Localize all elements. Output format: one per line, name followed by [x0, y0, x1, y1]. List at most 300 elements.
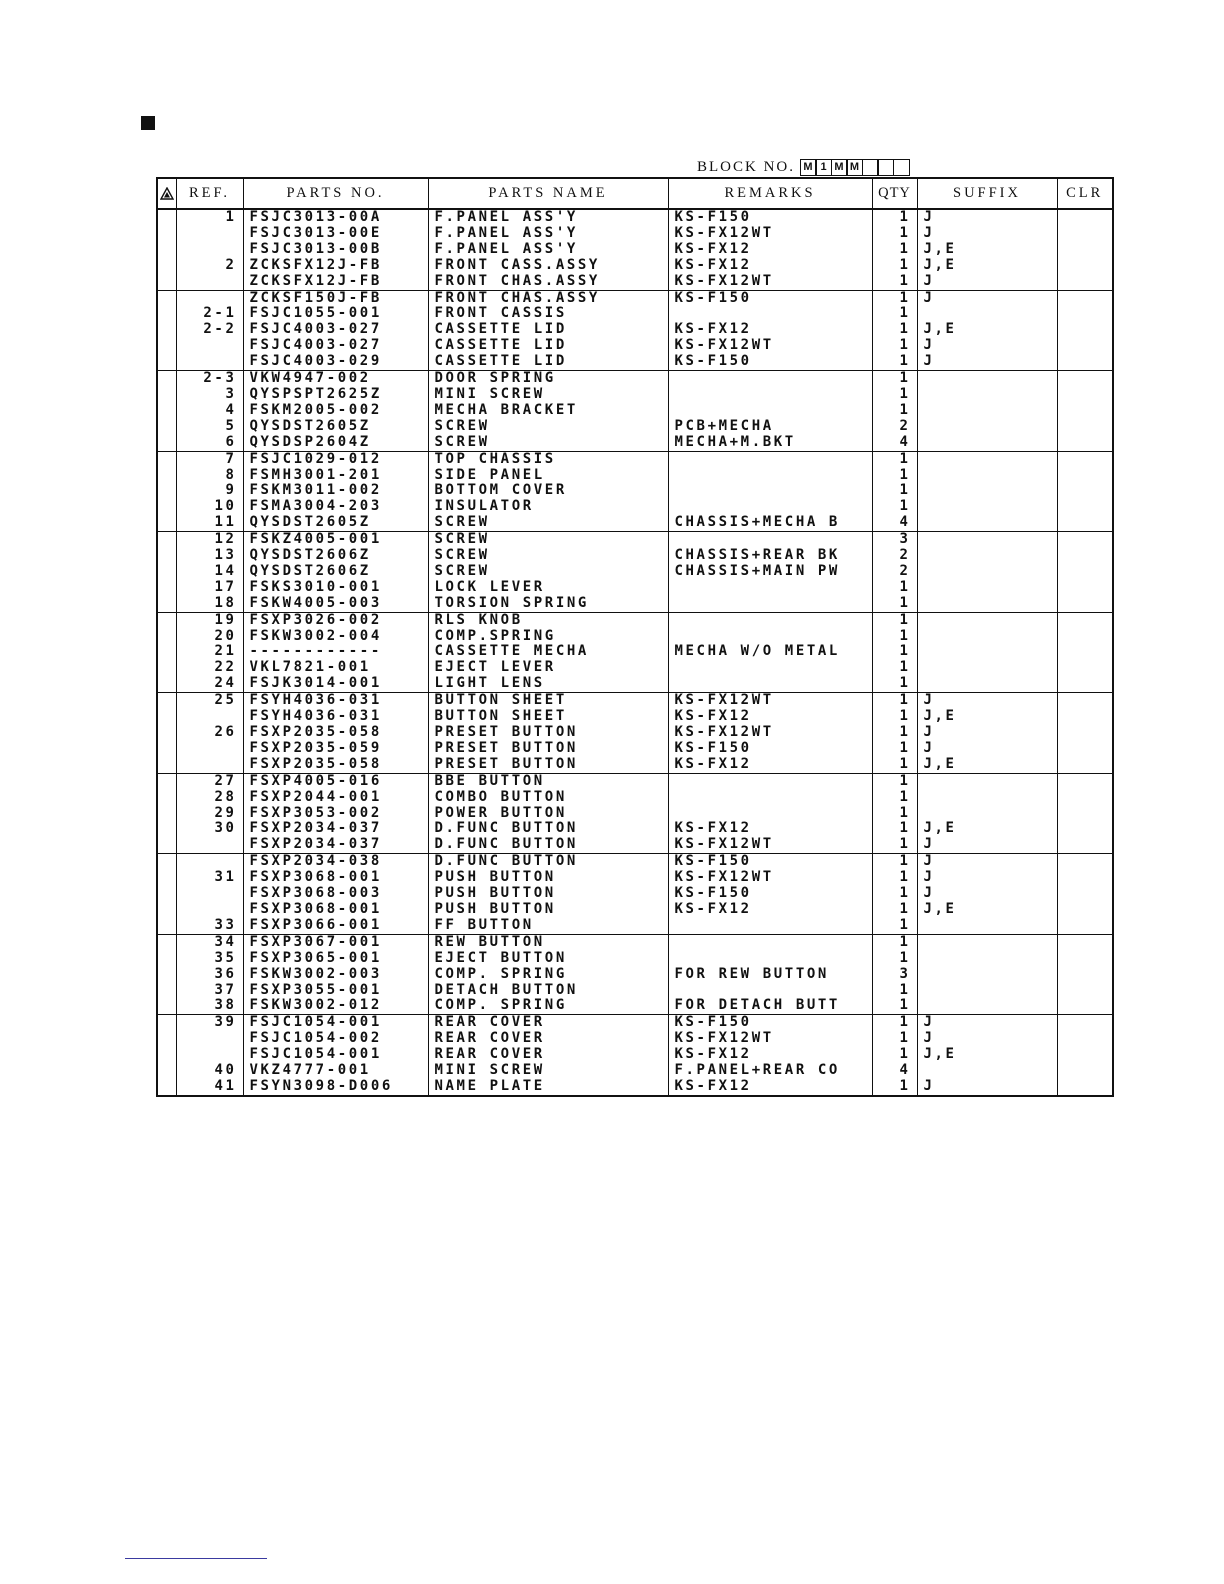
ref-cell: 40: [176, 1063, 243, 1079]
table-row: [157, 371, 1113, 387]
table-row: [157, 483, 1113, 499]
table-row: [157, 290, 1113, 306]
clr-cell: [1057, 564, 1113, 580]
suffix-cell: [917, 548, 1057, 564]
parts-name-cell: POWER BUTTON: [428, 806, 668, 822]
safety-mark-cell: [157, 499, 176, 515]
qty-cell: 1: [872, 660, 917, 676]
suffix-cell: [917, 806, 1057, 822]
block-box-4: M: [846, 159, 863, 176]
clr-cell: [1057, 419, 1113, 435]
remarks-cell: KS-FX12: [668, 242, 872, 258]
parts-name-cell: REW BUTTON: [428, 934, 668, 950]
table-row: [157, 886, 1113, 902]
remarks-cell: [668, 451, 872, 467]
ref-cell: [176, 837, 243, 853]
clr-cell: [1057, 983, 1113, 999]
safety-mark-cell: [157, 967, 176, 983]
remarks-cell: [668, 773, 872, 789]
parts-name-cell: LIGHT LENS: [428, 676, 668, 692]
parts-no-cell: FSJC1055-001: [243, 306, 428, 322]
ref-cell: [176, 354, 243, 370]
clr-cell: [1057, 709, 1113, 725]
table-row: [157, 564, 1113, 580]
suffix-cell: J: [917, 886, 1057, 902]
table-row: [157, 934, 1113, 950]
safety-mark-cell: [157, 725, 176, 741]
parts-no-cell: FSXP3067-001: [243, 934, 428, 950]
clr-column-header: CLR: [1057, 178, 1113, 209]
ref-cell: 20: [176, 629, 243, 645]
suffix-cell: [917, 387, 1057, 403]
ref-cell: 35: [176, 951, 243, 967]
suffix-cell: J: [917, 1079, 1057, 1096]
clr-cell: [1057, 1047, 1113, 1063]
ref-cell: 9: [176, 483, 243, 499]
qty-cell: 1: [872, 242, 917, 258]
qty-cell: 1: [872, 451, 917, 467]
ref-cell: 41: [176, 1079, 243, 1096]
ref-cell: [176, 902, 243, 918]
suffix-cell: J: [917, 741, 1057, 757]
suffix-cell: [917, 983, 1057, 999]
parts-no-cell: QYSPSPT2625Z: [243, 387, 428, 403]
parts-no-cell: FSXP3066-001: [243, 918, 428, 934]
qty-cell: 1: [872, 886, 917, 902]
qty-cell: 3: [872, 532, 917, 548]
clr-cell: [1057, 580, 1113, 596]
safety-mark-cell: [157, 998, 176, 1014]
parts-no-cell: FSYH4036-031: [243, 709, 428, 725]
table-row: [157, 741, 1113, 757]
remarks-cell: KS-F150: [668, 854, 872, 870]
remarks-cell: KS-FX12WT: [668, 693, 872, 709]
suffix-cell: [917, 435, 1057, 451]
ref-cell: [176, 854, 243, 870]
safety-mark-cell: [157, 435, 176, 451]
qty-cell: 1: [872, 1015, 917, 1031]
table-row: [157, 242, 1113, 258]
ref-cell: 2-2: [176, 322, 243, 338]
suffix-cell: J,E: [917, 709, 1057, 725]
parts-no-cell: FSXP2035-059: [243, 741, 428, 757]
qty-cell: 1: [872, 322, 917, 338]
qty-cell: 1: [872, 629, 917, 645]
parts-no-cell: FSXP3068-001: [243, 902, 428, 918]
parts-no-cell: ZCKSF150J-FB: [243, 290, 428, 306]
suffix-cell: [917, 773, 1057, 789]
ref-cell: 5: [176, 419, 243, 435]
qty-cell: 1: [872, 725, 917, 741]
parts-name-cell: COMBO BUTTON: [428, 790, 668, 806]
suffix-cell: [917, 644, 1057, 660]
table-row: [157, 226, 1113, 242]
suffix-cell: [917, 419, 1057, 435]
qty-cell: 2: [872, 564, 917, 580]
parts-name-cell: SCREW: [428, 548, 668, 564]
parts-name-cell: BBE BUTTON: [428, 773, 668, 789]
clr-cell: [1057, 837, 1113, 853]
clr-cell: [1057, 870, 1113, 886]
parts-name-cell: REAR COVER: [428, 1015, 668, 1031]
safety-mark-cell: [157, 676, 176, 692]
ref-cell: 34: [176, 934, 243, 950]
table-row: [157, 1031, 1113, 1047]
ref-cell: 2-1: [176, 306, 243, 322]
clr-cell: [1057, 644, 1113, 660]
clr-cell: [1057, 258, 1113, 274]
parts-no-cell: FSKS3010-001: [243, 580, 428, 596]
block-box-5: [862, 159, 879, 176]
qty-cell: 1: [872, 870, 917, 886]
remarks-cell: [668, 676, 872, 692]
parts-no-cell: FSXP3068-003: [243, 886, 428, 902]
qty-cell: 1: [872, 290, 917, 306]
table-row: [157, 322, 1113, 338]
table-row: [157, 693, 1113, 709]
parts-no-cell: VKZ4777-001: [243, 1063, 428, 1079]
clr-cell: [1057, 757, 1113, 773]
parts-name-cell: REAR COVER: [428, 1047, 668, 1063]
remarks-cell: [668, 371, 872, 387]
remarks-cell: KS-F150: [668, 209, 872, 226]
ref-cell: 2-3: [176, 371, 243, 387]
table-row: [157, 967, 1113, 983]
clr-cell: [1057, 483, 1113, 499]
suffix-cell: [917, 612, 1057, 628]
parts-no-cell: FSJK3014-001: [243, 676, 428, 692]
ref-cell: 39: [176, 1015, 243, 1031]
qty-cell: 1: [872, 983, 917, 999]
parts-name-cell: EJECT BUTTON: [428, 951, 668, 967]
clr-cell: [1057, 725, 1113, 741]
parts-name-cell: MINI SCREW: [428, 1063, 668, 1079]
safety-mark-cell: [157, 790, 176, 806]
ref-cell: 30: [176, 821, 243, 837]
remarks-cell: PCB+MECHA: [668, 419, 872, 435]
ref-cell: 38: [176, 998, 243, 1014]
parts-no-cell: FSXP2035-058: [243, 725, 428, 741]
parts-name-cell: FRONT CASSIS: [428, 306, 668, 322]
safety-mark-cell: [157, 532, 176, 548]
table-row: [157, 629, 1113, 645]
safety-mark-cell: [157, 338, 176, 354]
qty-cell: 1: [872, 644, 917, 660]
table-row: [157, 806, 1113, 822]
clr-cell: [1057, 226, 1113, 242]
ref-cell: [176, 274, 243, 290]
suffix-cell: [917, 967, 1057, 983]
parts-no-cell: FSXP3065-001: [243, 951, 428, 967]
parts-no-cell: VKW4947-002: [243, 371, 428, 387]
remarks-cell: [668, 806, 872, 822]
qty-cell: 1: [872, 371, 917, 387]
parts-no-column-header: PARTS NO.: [243, 178, 428, 209]
parts-name-cell: RLS KNOB: [428, 612, 668, 628]
remarks-cell: KS-FX12WT: [668, 837, 872, 853]
footer-rule: [125, 1558, 267, 1559]
clr-cell: [1057, 902, 1113, 918]
parts-no-cell: VKL7821-001: [243, 660, 428, 676]
safety-mark-cell: [157, 306, 176, 322]
remarks-cell: F.PANEL+REAR CO: [668, 1063, 872, 1079]
parts-no-cell: FSKM2005-002: [243, 403, 428, 419]
clr-cell: [1057, 548, 1113, 564]
qty-cell: 1: [872, 387, 917, 403]
suffix-cell: [917, 934, 1057, 950]
ref-cell: 29: [176, 806, 243, 822]
safety-mark-cell: [157, 274, 176, 290]
remarks-cell: KS-FX12WT: [668, 1031, 872, 1047]
parts-name-cell: F.PANEL ASS'Y: [428, 242, 668, 258]
clr-cell: [1057, 629, 1113, 645]
table-row: [157, 612, 1113, 628]
suffix-cell: J: [917, 837, 1057, 853]
table-row: [157, 274, 1113, 290]
qty-cell: 1: [872, 998, 917, 1014]
remarks-cell: CHASSIS+MECHA B: [668, 515, 872, 531]
remarks-cell: [668, 387, 872, 403]
qty-cell: 1: [872, 821, 917, 837]
parts-no-cell: FSKW3002-012: [243, 998, 428, 1014]
table-row: [157, 515, 1113, 531]
safety-mark-cell: [157, 757, 176, 773]
parts-name-cell: COMP. SPRING: [428, 967, 668, 983]
remarks-cell: CHASSIS+REAR BK: [668, 548, 872, 564]
suffix-cell: J: [917, 274, 1057, 290]
qty-cell: 1: [872, 902, 917, 918]
block-box-6: [877, 159, 894, 176]
parts-no-cell: FSXP4005-016: [243, 773, 428, 789]
table-row: [157, 451, 1113, 467]
parts-no-cell: FSJC1054-001: [243, 1047, 428, 1063]
safety-mark-cell: [157, 242, 176, 258]
qty-cell: 1: [872, 741, 917, 757]
parts-name-cell: CASSETTE LID: [428, 354, 668, 370]
warning-triangle-icon: [160, 187, 174, 200]
parts-name-cell: PUSH BUTTON: [428, 902, 668, 918]
clr-cell: [1057, 371, 1113, 387]
parts-no-cell: ------------: [243, 644, 428, 660]
ref-cell: [176, 1047, 243, 1063]
parts-name-cell: BUTTON SHEET: [428, 693, 668, 709]
clr-cell: [1057, 854, 1113, 870]
ref-cell: [176, 338, 243, 354]
parts-name-cell: TORSION SPRING: [428, 596, 668, 612]
parts-no-cell: QYSDST2605Z: [243, 515, 428, 531]
block-box-7: [893, 159, 910, 176]
parts-name-cell: EJECT LEVER: [428, 660, 668, 676]
suffix-cell: [917, 660, 1057, 676]
clr-cell: [1057, 612, 1113, 628]
safety-mark-cell: [157, 387, 176, 403]
qty-cell: 1: [872, 596, 917, 612]
suffix-column-header: SUFFIX: [917, 178, 1057, 209]
safety-column-header: [157, 178, 176, 209]
parts-no-cell: FSMH3001-201: [243, 468, 428, 484]
safety-mark-cell: [157, 693, 176, 709]
table-row: [157, 757, 1113, 773]
parts-name-cell: CASSETTE MECHA: [428, 644, 668, 660]
parts-no-cell: FSJC1054-001: [243, 1015, 428, 1031]
suffix-cell: J,E: [917, 322, 1057, 338]
safety-mark-cell: [157, 1015, 176, 1031]
safety-mark-cell: [157, 806, 176, 822]
parts-no-cell: QYSDSP2604Z: [243, 435, 428, 451]
qty-column-header: QTY: [872, 178, 917, 209]
safety-mark-cell: [157, 371, 176, 387]
qty-cell: 1: [872, 773, 917, 789]
suffix-cell: J: [917, 693, 1057, 709]
remarks-cell: [668, 403, 872, 419]
remarks-cell: MECHA+M.BKT: [668, 435, 872, 451]
safety-mark-cell: [157, 902, 176, 918]
suffix-cell: [917, 532, 1057, 548]
parts-name-cell: FF BUTTON: [428, 918, 668, 934]
parts-name-cell: BUTTON SHEET: [428, 709, 668, 725]
parts-name-cell: SCREW: [428, 532, 668, 548]
remarks-cell: KS-FX12: [668, 258, 872, 274]
suffix-cell: J,E: [917, 821, 1057, 837]
table-row: [157, 837, 1113, 853]
remarks-cell: KS-FX12: [668, 902, 872, 918]
suffix-cell: [917, 676, 1057, 692]
safety-mark-cell: [157, 870, 176, 886]
qty-cell: 1: [872, 612, 917, 628]
parts-no-cell: FSJC3013-00A: [243, 209, 428, 226]
table-row: [157, 435, 1113, 451]
qty-cell: 1: [872, 693, 917, 709]
qty-cell: 1: [872, 757, 917, 773]
suffix-cell: J: [917, 338, 1057, 354]
table-row: [157, 403, 1113, 419]
qty-cell: 1: [872, 468, 917, 484]
table-row: [157, 790, 1113, 806]
remarks-cell: KS-F150: [668, 354, 872, 370]
parts-name-cell: MINI SCREW: [428, 387, 668, 403]
qty-cell: 1: [872, 709, 917, 725]
suffix-cell: [917, 564, 1057, 580]
suffix-cell: J: [917, 290, 1057, 306]
ref-cell: 27: [176, 773, 243, 789]
table-row: [157, 821, 1113, 837]
safety-mark-cell: [157, 660, 176, 676]
suffix-cell: J: [917, 354, 1057, 370]
table-row: [157, 387, 1113, 403]
clr-cell: [1057, 242, 1113, 258]
remarks-cell: FOR DETACH BUTT: [668, 998, 872, 1014]
qty-cell: 2: [872, 548, 917, 564]
suffix-cell: [917, 306, 1057, 322]
remarks-cell: KS-FX12WT: [668, 338, 872, 354]
remarks-cell: [668, 596, 872, 612]
safety-mark-cell: [157, 403, 176, 419]
table-row: [157, 676, 1113, 692]
parts-no-cell: FSYH4036-031: [243, 693, 428, 709]
qty-cell: 1: [872, 209, 917, 226]
remarks-cell: CHASSIS+MAIN PW: [668, 564, 872, 580]
remarks-cell: [668, 983, 872, 999]
remarks-cell: [668, 660, 872, 676]
safety-mark-cell: [157, 209, 176, 226]
parts-name-cell: SIDE PANEL: [428, 468, 668, 484]
qty-cell: 1: [872, 854, 917, 870]
ref-cell: 19: [176, 612, 243, 628]
ref-cell: 3: [176, 387, 243, 403]
remarks-cell: KS-FX12: [668, 757, 872, 773]
safety-mark-cell: [157, 226, 176, 242]
parts-no-cell: FSXP3026-002: [243, 612, 428, 628]
parts-no-cell: FSJC3013-00E: [243, 226, 428, 242]
clr-cell: [1057, 354, 1113, 370]
suffix-cell: [917, 629, 1057, 645]
table-row: [157, 532, 1113, 548]
ref-cell: 18: [176, 596, 243, 612]
ref-cell: [176, 1031, 243, 1047]
ref-cell: 6: [176, 435, 243, 451]
suffix-cell: [917, 468, 1057, 484]
suffix-cell: [917, 371, 1057, 387]
remarks-cell: KS-FX12: [668, 322, 872, 338]
clr-cell: [1057, 790, 1113, 806]
safety-mark-cell: [157, 290, 176, 306]
safety-mark-cell: [157, 548, 176, 564]
ref-cell: 33: [176, 918, 243, 934]
clr-cell: [1057, 918, 1113, 934]
suffix-cell: [917, 483, 1057, 499]
suffix-cell: J: [917, 1015, 1057, 1031]
suffix-cell: J,E: [917, 902, 1057, 918]
clr-cell: [1057, 403, 1113, 419]
clr-cell: [1057, 806, 1113, 822]
suffix-cell: [917, 403, 1057, 419]
parts-no-cell: FSXP2034-037: [243, 821, 428, 837]
table-row: [157, 209, 1113, 226]
qty-cell: 1: [872, 403, 917, 419]
remarks-column-header: REMARKS: [668, 178, 872, 209]
qty-cell: 1: [872, 226, 917, 242]
parts-no-cell: QYSDST2605Z: [243, 419, 428, 435]
clr-cell: [1057, 499, 1113, 515]
parts-name-cell: PRESET BUTTON: [428, 741, 668, 757]
parts-no-cell: FSJC1054-002: [243, 1031, 428, 1047]
parts-no-cell: FSXP3055-001: [243, 983, 428, 999]
suffix-cell: J: [917, 226, 1057, 242]
parts-no-cell: FSXP2035-058: [243, 757, 428, 773]
clr-cell: [1057, 951, 1113, 967]
parts-no-cell: FSJC4003-027: [243, 338, 428, 354]
table-header: [157, 178, 1113, 209]
table-row: [157, 902, 1113, 918]
ref-cell: [176, 709, 243, 725]
parts-name-cell: SCREW: [428, 564, 668, 580]
safety-mark-cell: [157, 419, 176, 435]
table-row: [157, 725, 1113, 741]
suffix-cell: [917, 580, 1057, 596]
parts-name-cell: DOOR SPRING: [428, 371, 668, 387]
clr-cell: [1057, 1015, 1113, 1031]
clr-cell: [1057, 1031, 1113, 1047]
parts-no-cell: FSXP3053-002: [243, 806, 428, 822]
parts-name-cell: PRESET BUTTON: [428, 757, 668, 773]
qty-cell: 1: [872, 918, 917, 934]
ref-cell: 31: [176, 870, 243, 886]
clr-cell: [1057, 596, 1113, 612]
clr-cell: [1057, 693, 1113, 709]
remarks-cell: KS-FX12WT: [668, 274, 872, 290]
parts-no-cell: FSJC4003-029: [243, 354, 428, 370]
ref-cell: [176, 741, 243, 757]
